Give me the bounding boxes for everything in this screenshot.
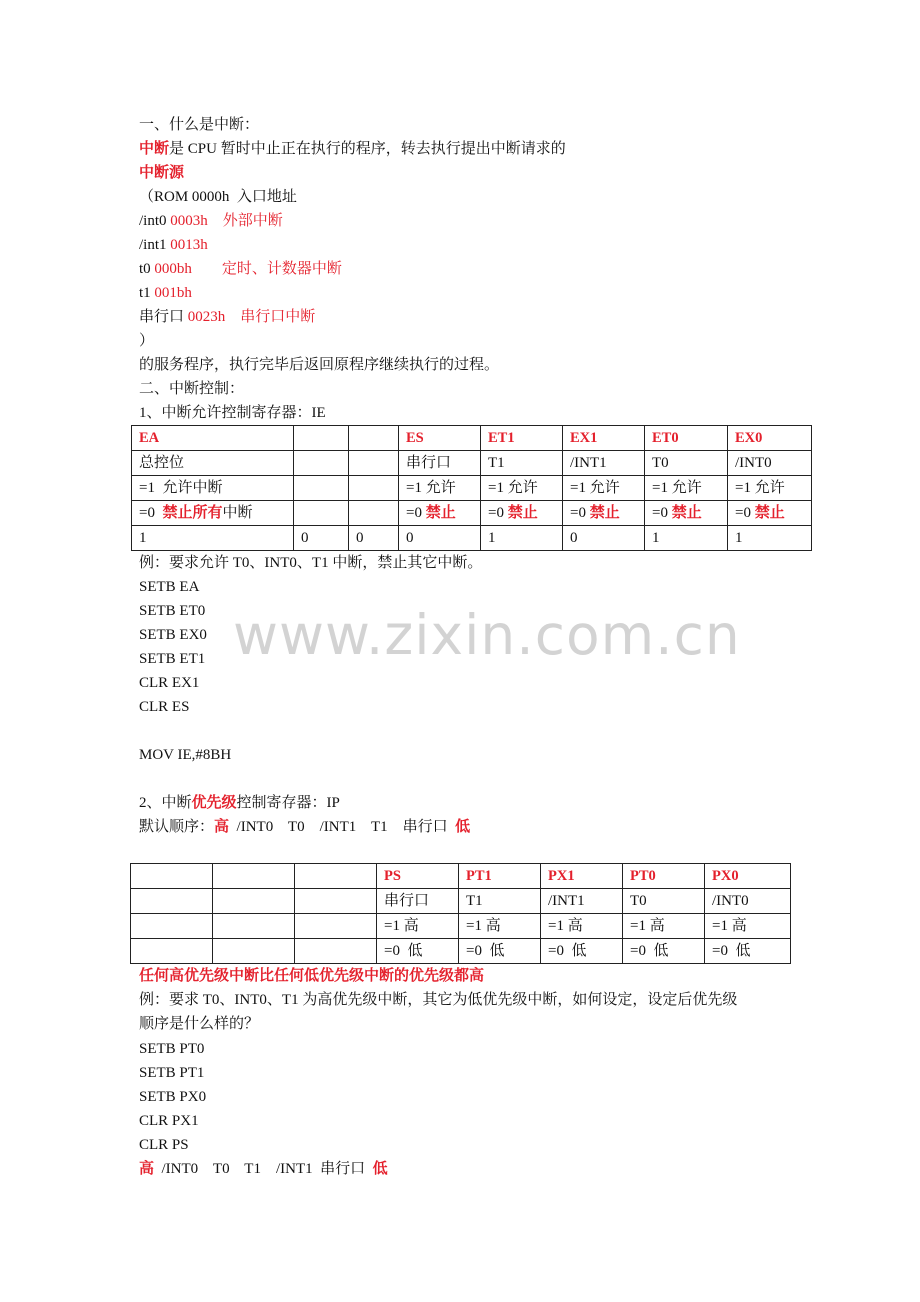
table-cell [295, 889, 377, 914]
table-cell: =1 高 [705, 914, 791, 939]
code-line: SETB ET0 [139, 603, 206, 619]
table-cell: =0 低 [459, 939, 541, 964]
order-high: 高 [214, 819, 230, 835]
table-cell [349, 451, 399, 476]
ip-bit-pt0: PT0 [623, 864, 705, 889]
code-line: CLR PX1 [139, 1113, 199, 1129]
example-1: 例：要求允许 T0、INT0、T1 中断，禁止其它中断。 [139, 555, 483, 571]
table-row [131, 914, 791, 939]
table-cell [295, 914, 377, 939]
ip-bit-pt1: PT1 [459, 864, 541, 889]
final-priority-order [139, 1159, 388, 1179]
table-cell: /INT0 [705, 889, 791, 914]
example-2-line-2: 顺序是什么样的？ [139, 1016, 260, 1032]
table-cell [563, 501, 645, 526]
table-row [132, 426, 812, 451]
table-cell: =0 低 [541, 939, 623, 964]
ip-bit-empty [213, 864, 295, 889]
default-priority-order [139, 817, 470, 837]
ie-bit-ex1: EX1 [563, 426, 645, 451]
table-cell [294, 476, 349, 501]
table-row [132, 476, 812, 501]
code-line: SETB PX0 [139, 1089, 207, 1105]
heading-interrupt-control: 二、中断控制： [139, 381, 245, 397]
vector-description: 串行口中断 [240, 309, 316, 325]
priority-rule: 任何高优先级中断比任何低优先级中断的优先级都高 [139, 968, 485, 984]
term-interrupt: 中断 [139, 141, 170, 157]
vector-gap [192, 261, 222, 277]
code-line: SETB PT1 [139, 1065, 205, 1081]
ie-bit-empty [294, 426, 349, 451]
vector-address: 0023h [187, 309, 226, 325]
definition-end: 的服务程序，执行完毕后返回原程序继续执行的过程。 [139, 357, 500, 373]
cell-prefix: =0 [139, 505, 163, 521]
table-cell: =1 允许 [645, 476, 728, 501]
cell-prefix: =0 [570, 505, 590, 521]
vector-name: t1 [139, 285, 155, 301]
table-cell: 1 [645, 526, 728, 551]
vector-address: 0003h [170, 213, 208, 229]
ip-bit-px1: PX1 [541, 864, 623, 889]
code-line: CLR EX1 [139, 675, 200, 691]
code-line: SETB EX0 [139, 627, 207, 643]
vector-address: 001bh [154, 285, 192, 301]
table-cell: =0 低 [705, 939, 791, 964]
table-cell [213, 939, 295, 964]
vector-name: /int0 [139, 213, 171, 229]
ie-bit-ea: EA [132, 426, 294, 451]
table-cell: 1 [728, 526, 812, 551]
table-cell [728, 501, 812, 526]
table-cell [349, 501, 399, 526]
table-cell: /INT1 [541, 889, 623, 914]
vector-t0 [139, 259, 342, 279]
cell-prefix: =0 [652, 505, 672, 521]
cell-emphasis: 禁止 [425, 505, 456, 521]
table-cell: /INT1 [563, 451, 645, 476]
table-cell: =1 高 [541, 914, 623, 939]
table-cell [213, 914, 295, 939]
cell-suffix: 中断 [222, 505, 253, 521]
table-cell: 0 [294, 526, 349, 551]
vector-name: t0 [139, 261, 155, 277]
code-line: CLR PS [139, 1137, 189, 1153]
table-cell: T1 [459, 889, 541, 914]
vector-description: 外部中断 [222, 213, 283, 229]
cell-prefix: =0 [735, 505, 755, 521]
cell-prefix: =0 [406, 505, 426, 521]
table-cell [131, 939, 213, 964]
vector-address: 0013h [170, 237, 208, 253]
table-cell: =1 允许 [728, 476, 812, 501]
table-cell [295, 939, 377, 964]
table-cell: =1 高 [623, 914, 705, 939]
rom-entry-line: （ROM 0000h 入口地址 [139, 189, 297, 205]
table-cell [645, 501, 728, 526]
cell-emphasis: 禁止 [671, 505, 702, 521]
table-cell [132, 501, 294, 526]
table-cell: =1 高 [459, 914, 541, 939]
table-cell [131, 889, 213, 914]
vector-int1 [139, 235, 208, 255]
mov-ie-line: MOV IE,#8BH [139, 747, 232, 763]
table-row [132, 526, 812, 551]
ie-register-table [131, 425, 812, 551]
cell-emphasis: 禁止 [589, 505, 620, 521]
table-cell: 串行口 [377, 889, 459, 914]
order-sequence: /INT0 T0 T1 /INT1 串行口 [154, 1161, 373, 1177]
ip-bit-px0: PX0 [705, 864, 791, 889]
table-cell: =0 低 [377, 939, 459, 964]
ie-bit-ex0: EX0 [728, 426, 812, 451]
definition-text: 是 CPU 暂时中止正在执行的程序，转去执行提出中断请求的 [169, 141, 566, 157]
ip-bit-empty [295, 864, 377, 889]
example-2-line-1: 例：要求 T0、INT0、T1 为高优先级中断，其它为低优先级中断，如何设定，设定后优先级 [139, 992, 738, 1008]
table-cell: 1 [481, 526, 563, 551]
table-row [131, 939, 791, 964]
table-cell [399, 501, 481, 526]
heading-what-is-interrupt: 一、什么是中断： [139, 117, 260, 133]
order-high: 高 [139, 1161, 155, 1177]
table-cell: 总控位 [132, 451, 294, 476]
ip-bit-empty [131, 864, 213, 889]
ip-bit-ps: PS [377, 864, 459, 889]
definition-line [139, 139, 566, 159]
vector-gap [225, 309, 240, 325]
table-row [131, 864, 791, 889]
term-interrupt-source: 中断源 [139, 165, 185, 181]
vector-serial [139, 307, 315, 327]
table-cell: =1 允许 [481, 476, 563, 501]
vector-name: 串行口 [139, 309, 188, 325]
title-prefix: 2、中断 [139, 795, 192, 811]
vector-address: 000bh [154, 261, 192, 277]
table-cell: 1 [132, 526, 294, 551]
table-cell [213, 889, 295, 914]
title-emphasis: 优先级 [191, 795, 237, 811]
vector-int0 [139, 211, 283, 231]
table-cell: T0 [623, 889, 705, 914]
table-cell [481, 501, 563, 526]
table-cell: 0 [399, 526, 481, 551]
order-sequence: /INT0 T0 /INT1 T1 串行口 [229, 819, 456, 835]
title-suffix: 控制寄存器：IP [236, 795, 340, 811]
table-row [131, 889, 791, 914]
ip-register-title [139, 793, 340, 813]
table-cell: T1 [481, 451, 563, 476]
vector-t1 [139, 283, 192, 303]
order-low: 低 [455, 819, 471, 835]
vector-gap [208, 213, 223, 229]
ie-bit-es: ES [399, 426, 481, 451]
watermark: www.zixin.com.cn [233, 603, 741, 667]
close-paren: ） [139, 333, 155, 349]
order-low: 低 [372, 1161, 388, 1177]
order-label: 默认顺序： [139, 819, 215, 835]
cell-emphasis: 禁止所有 [162, 505, 223, 521]
table-cell: =1 高 [377, 914, 459, 939]
table-cell: 串行口 [399, 451, 481, 476]
ie-bit-et1: ET1 [481, 426, 563, 451]
table-cell: T0 [645, 451, 728, 476]
ie-bit-et0: ET0 [645, 426, 728, 451]
code-line: CLR ES [139, 699, 190, 715]
table-cell [294, 501, 349, 526]
ie-bit-empty [349, 426, 399, 451]
code-line: SETB EA [139, 579, 200, 595]
table-cell [294, 451, 349, 476]
ip-register-table [130, 863, 791, 964]
code-line: SETB ET1 [139, 651, 206, 667]
table-row [132, 501, 812, 526]
table-cell: 0 [563, 526, 645, 551]
cell-emphasis: 禁止 [754, 505, 785, 521]
ie-register-title: 1、中断允许控制寄存器：IE [139, 405, 326, 421]
table-cell: =1 允许中断 [132, 476, 294, 501]
code-line: SETB PT0 [139, 1041, 205, 1057]
table-cell: 0 [349, 526, 399, 551]
table-cell: =1 允许 [399, 476, 481, 501]
table-cell: =1 允许 [563, 476, 645, 501]
table-cell: /INT0 [728, 451, 812, 476]
cell-prefix: =0 [488, 505, 508, 521]
vector-name: /int1 [139, 237, 171, 253]
table-cell: =0 低 [623, 939, 705, 964]
table-cell [349, 476, 399, 501]
cell-emphasis: 禁止 [507, 505, 538, 521]
table-cell [131, 914, 213, 939]
table-row [132, 451, 812, 476]
vector-description: 定时、计数器中断 [221, 261, 342, 277]
